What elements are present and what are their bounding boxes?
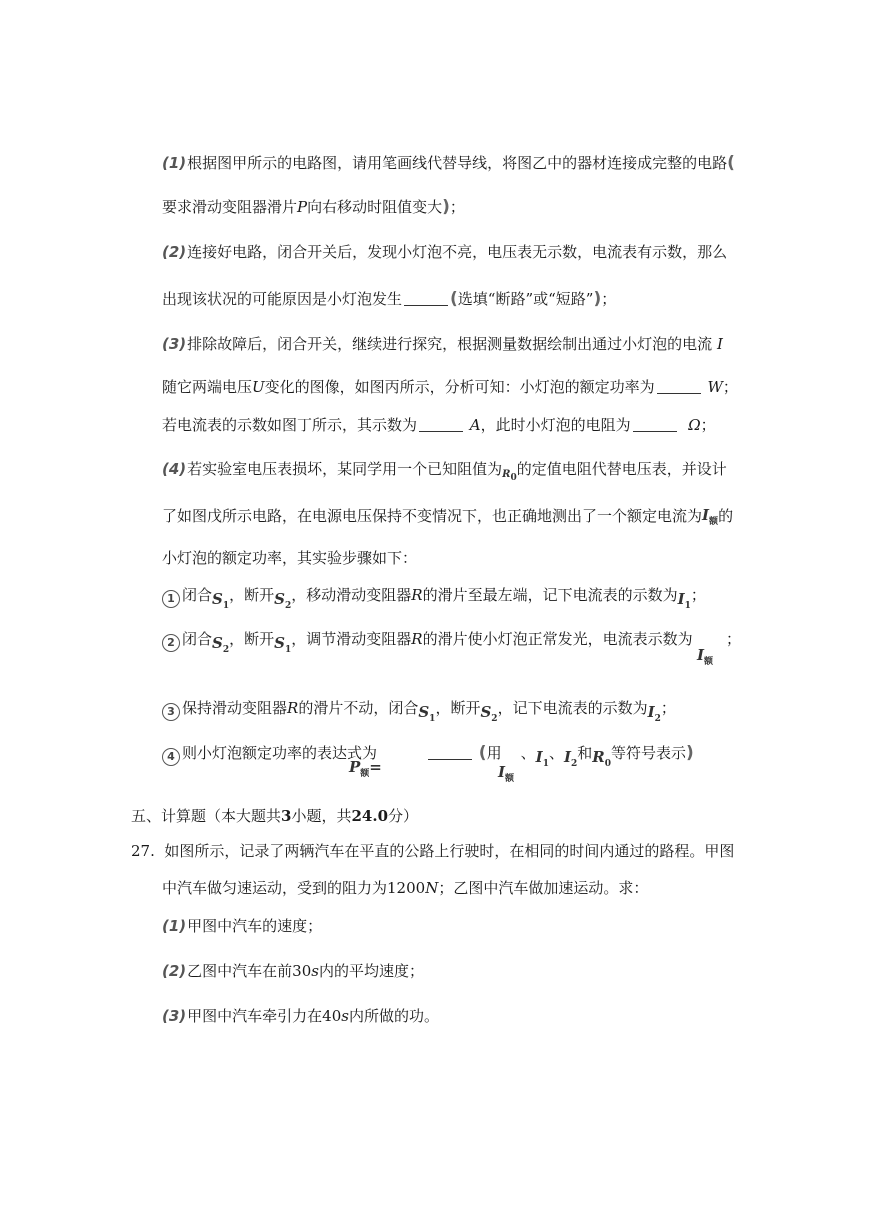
step2-i-rated	[697, 646, 713, 667]
step4-i-rated	[498, 763, 514, 784]
step1-text-c: ，移动滑动变阻器	[291, 586, 412, 604]
step2-var-r: R	[411, 630, 423, 648]
section5-mid: 小题，共	[291, 807, 352, 825]
step2-i-rated-symbol: $I_额$	[697, 646, 714, 667]
q27-text-2a: 中汽车做匀速运动，受到的阻力为	[162, 879, 388, 897]
step3-i2: $I_2$	[647, 703, 661, 724]
step3-end: ；	[660, 699, 676, 717]
section5-count: 3	[281, 807, 292, 825]
step2-marker: 2	[162, 634, 180, 652]
q4-step2	[162, 628, 741, 655]
step4-close-paren: )	[686, 743, 694, 763]
step4-p-rated-symbol: $P_额$	[349, 758, 370, 779]
q4-text-1b: 的定值电阻代替电压表，并设计	[516, 460, 727, 478]
step1-s2: $S_2$	[274, 590, 292, 611]
step3-s2: $S_2$	[480, 703, 498, 724]
q3-text-2b: 变化的图像，如图丙所示，分析可知：小灯泡的额定功率为	[264, 378, 655, 396]
step4-equals: =	[369, 758, 382, 776]
q3-unit-a: A	[469, 416, 481, 434]
q3-unit-ohm: Ω	[688, 416, 701, 434]
q2-answer-blank[interactable]	[404, 291, 448, 306]
q3-line3	[162, 414, 716, 435]
step4-sep1: 、	[520, 744, 536, 762]
step4-i2: $I_2$	[563, 748, 578, 769]
q3-text-3b: ，此时小灯泡的电阻为	[480, 416, 631, 434]
q27-line2	[162, 877, 648, 898]
q2-close-paren: )	[593, 289, 602, 309]
step3-text-b: 的滑片不动，闭合	[298, 699, 419, 717]
q1-number: (1)	[162, 154, 187, 172]
step3-text-d: ，记下电流表的示数为	[497, 699, 648, 717]
step2-text-d: 的滑片使小灯泡正常发光，电流表示数为	[422, 630, 693, 648]
q3-resistance-blank[interactable]	[633, 417, 677, 432]
q27-text-2b: ；乙图中汽车做加速运动。求：	[438, 879, 649, 897]
q2-number: (2)	[162, 243, 187, 261]
q4-i-rated-symbol: $I_额$	[702, 506, 719, 527]
step3-text-a: 保持滑动变阻器	[182, 699, 288, 717]
step4-open-paren: (	[478, 743, 487, 763]
step1-text-a: 闭合	[182, 586, 213, 604]
q27-line1	[131, 840, 734, 861]
step1-i1: $I_1$	[677, 590, 691, 611]
step2-text-c: ，调节滑动变阻器	[291, 630, 412, 648]
step4-i1: $I_1$	[535, 748, 549, 769]
step4-r0: $R_0$	[592, 748, 612, 769]
section5-score: 24.0	[351, 807, 389, 825]
q4-text-2b: 的	[718, 507, 734, 525]
q27-time-40: 40	[322, 1007, 342, 1025]
q27-unit-s2: s	[341, 1007, 349, 1025]
section5-end: 分）	[388, 807, 419, 825]
step1-end: ；	[690, 586, 706, 604]
q4-line2	[162, 505, 733, 528]
q27-sub3-text-b: 内所做的功。	[348, 1007, 439, 1025]
step2-s2: $S_2$	[212, 634, 230, 655]
q4-step4	[162, 742, 377, 766]
q27-sub2-text-b: 内的平均速度；	[318, 962, 424, 980]
q3-text-2a: 随它两端电压	[162, 378, 253, 396]
q3-line2	[162, 376, 738, 397]
q2-line2	[162, 288, 616, 309]
q1-text-2: 要求滑动变阻器滑片	[162, 198, 298, 216]
q27-sub3-text-a: 甲图中汽车牵引力在	[187, 1007, 323, 1025]
q27-label: 27.	[131, 842, 155, 860]
q4-step3	[162, 697, 676, 724]
q27-unit-n: N	[425, 879, 439, 897]
q3-end-2: ；	[722, 378, 738, 396]
step3-text-c: ，断开	[435, 699, 481, 717]
step4-rest	[426, 742, 694, 769]
q1-line1	[162, 152, 735, 173]
q4-text-3: 小灯泡的额定功率，其实验步骤如下：	[162, 549, 418, 567]
q4-number: (4)	[162, 460, 187, 478]
q2-text-2b: 选填“断路”或“短路”	[457, 290, 594, 308]
q3-text-1: 排除故障后，闭合开关，继续进行探究，根据测量数据绘制出通过小灯泡的电流	[187, 335, 713, 353]
q4-line1	[162, 458, 727, 483]
step4-marker: 4	[162, 748, 180, 766]
q3-var-u: U	[252, 378, 265, 396]
q1-text-2b: 向右移动时阻值变大	[307, 198, 443, 216]
q4-r0-symbol: R0	[502, 469, 517, 483]
q3-var-i: I	[716, 335, 723, 353]
step4-text-a: 则小灯泡额定功率的表达式为	[182, 744, 378, 762]
step4-sep2: 、	[548, 744, 564, 762]
q2-text-1: 连接好电路，闭合开关后，发现小灯泡不亮，电压表无示数，电流表有示数，那么	[187, 243, 728, 261]
section5-heading	[131, 805, 418, 826]
step4-answer-blank[interactable]	[428, 745, 472, 760]
q27-time-30: 30	[292, 962, 312, 980]
q2-end: ；	[601, 290, 617, 308]
step1-text-b: ，断开	[229, 586, 275, 604]
step3-s1: $S_1$	[418, 703, 436, 724]
q3-text-3a: 若电流表的示数如图丁所示，其示数为	[162, 416, 418, 434]
q27-sub1-number: (1)	[162, 917, 187, 935]
q27-unit-s1: s	[311, 962, 319, 980]
step3-var-r: R	[287, 699, 299, 717]
q27-sub1-text: 甲图中汽车的速度；	[187, 917, 323, 935]
q27-sub2	[162, 960, 424, 981]
q27-sub2-text-a: 乙图中汽车在前	[187, 962, 293, 980]
step2-text-b: ，断开	[229, 630, 275, 648]
q27-sub1	[162, 915, 322, 936]
step4-tail: 等符号表示	[611, 744, 687, 762]
q1-var-p: P	[297, 198, 308, 216]
q3-unit-w: W	[707, 378, 723, 396]
section5-title: 五、计算题（本大题共	[131, 807, 282, 825]
step1-marker: 1	[162, 590, 180, 608]
q27-sub2-number: (2)	[162, 962, 187, 980]
q1-close-paren: )	[442, 197, 450, 217]
q4-text-1a: 若实验室电压表损坏，某同学用一个已知阻值为	[187, 460, 503, 478]
q4-step1	[162, 584, 706, 611]
step1-s1: $S_1$	[212, 590, 230, 611]
q27-sub3-number: (3)	[162, 1007, 187, 1025]
q1-text-1: 根据图甲所示的电路图，请用笔画线代替导线，将图乙中的器材连接成完整的电路	[187, 154, 728, 172]
q1-line2	[162, 196, 465, 217]
q3-line1	[162, 333, 723, 354]
step2-text-a: 闭合	[182, 630, 213, 648]
q3-power-blank[interactable]	[657, 379, 701, 394]
q3-current-blank[interactable]	[419, 417, 463, 432]
step1-text-d: 的滑片至最左端，记下电流表的示数为	[422, 586, 678, 604]
q4-text-2a: 了如图戊所示电路，在电源电压保持不变情况下，也正确地测出了一个额定电流为	[162, 507, 703, 525]
step4-use: 用	[486, 744, 502, 762]
step4-and: 和	[577, 744, 593, 762]
q3-end-3: ；	[700, 416, 716, 434]
q1-open-paren: (	[727, 153, 735, 173]
q1-end: ；	[449, 198, 465, 216]
step4-i-rated-symbol: $I_额$	[498, 763, 515, 784]
q3-number: (3)	[162, 335, 187, 353]
q4-line3	[162, 547, 417, 568]
step1-var-r: R	[411, 586, 423, 604]
q27-text-1: 如图所示，记录了两辆汽车在平直的公路上行驶时，在相同的时间内通过的路程。甲图	[164, 842, 735, 860]
step4-p-rated	[349, 758, 382, 779]
q2-line1	[162, 241, 727, 262]
step2-s1: $S_1$	[274, 634, 292, 655]
q27-sub3	[162, 1005, 439, 1026]
step3-marker: 3	[162, 703, 180, 721]
q2-text-2: 出现该状况的可能原因是小灯泡发生	[162, 290, 403, 308]
q27-force: 1200	[387, 879, 426, 897]
q2-open-paren: (	[450, 289, 458, 309]
step2-end: ；	[725, 630, 741, 648]
